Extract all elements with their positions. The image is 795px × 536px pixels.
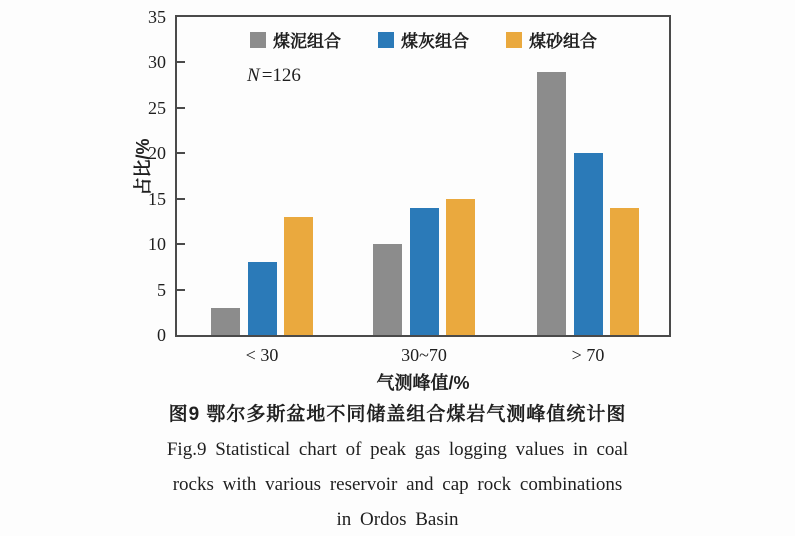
legend-swatch-icon xyxy=(378,32,394,48)
y-tick-mark xyxy=(177,152,185,154)
y-tick-mark xyxy=(177,243,185,245)
y-tick-mark xyxy=(177,289,185,291)
y-tick-label: 30 xyxy=(148,52,166,73)
caption-english xyxy=(0,432,795,536)
legend-item-2 xyxy=(378,27,469,52)
x-tick-label: > 70 xyxy=(571,345,605,365)
y-tick-label: 35 xyxy=(148,7,166,27)
legend-item-1 xyxy=(250,27,341,52)
legend-swatch-icon xyxy=(506,32,522,48)
sample-size-symbol: N xyxy=(247,65,260,86)
bar-煤砂组合-< 30 xyxy=(284,217,313,335)
bar-煤灰组合-< 30 xyxy=(248,262,277,335)
sample-size-value: =126 xyxy=(261,65,301,86)
bar-煤砂组合-30~70 xyxy=(446,199,475,335)
bar-煤泥组合-30~70 xyxy=(373,244,402,335)
y-tick-label: 0 xyxy=(157,325,166,345)
legend-label: 煤灰组合 xyxy=(401,32,469,51)
bar-煤泥组合-> 70 xyxy=(537,72,566,335)
caption-english-line-3: in Ordos Basin xyxy=(336,509,459,530)
y-tick-label: 25 xyxy=(148,97,166,118)
legend-label: 煤泥组合 xyxy=(273,32,341,51)
x-tick-label: 30~70 xyxy=(401,345,447,365)
y-tick-label: 15 xyxy=(148,188,166,209)
bar-煤灰组合-30~70 xyxy=(410,208,439,335)
y-tick-label: 10 xyxy=(148,234,166,255)
caption-chinese: 图9 鄂尔多斯盆地不同储盖组合煤岩气测峰值统计图 xyxy=(168,404,627,425)
x-axis-title: 气测峰值/% xyxy=(376,373,470,393)
y-tick-label: 20 xyxy=(148,143,166,164)
bar-煤砂组合-> 70 xyxy=(610,208,639,335)
y-tick-mark xyxy=(177,61,185,63)
legend-label: 煤砂组合 xyxy=(529,32,597,51)
plot-area xyxy=(175,15,671,337)
bar-煤灰组合-> 70 xyxy=(574,153,603,335)
legend-item-3 xyxy=(506,27,597,52)
caption-english-line-1: Fig.9 Statistical chart of peak gas logging values in coal xyxy=(166,439,629,460)
legend xyxy=(250,27,597,52)
sample-size-annotation xyxy=(247,65,301,87)
y-tick-label: 5 xyxy=(157,279,166,300)
y-tick-mark xyxy=(177,198,185,200)
x-tick-label: < 30 xyxy=(245,345,279,365)
y-axis-title: 占比/% xyxy=(133,138,153,196)
bar-煤泥组合-< 30 xyxy=(211,308,240,335)
legend-swatch-icon xyxy=(250,32,266,48)
caption-english-line-2: rocks with various reservoir and cap rock combinations xyxy=(172,474,623,495)
y-tick-mark xyxy=(177,107,185,109)
